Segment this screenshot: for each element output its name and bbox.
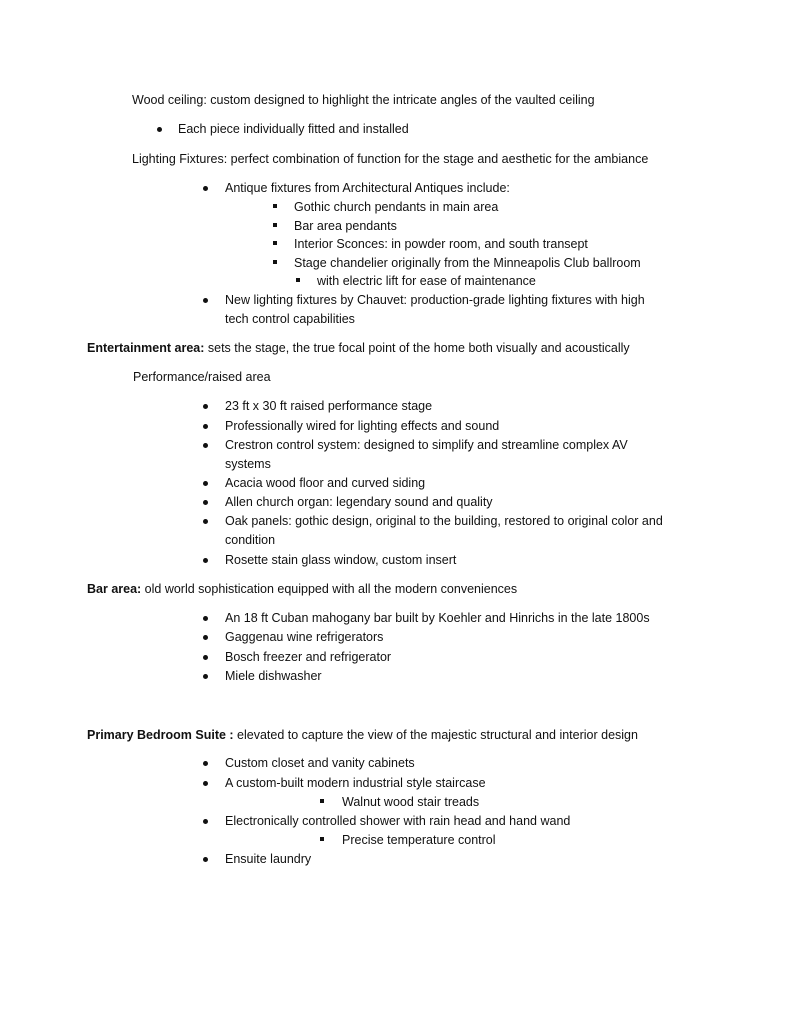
list-item: Ensuite laundry — [225, 852, 312, 866]
bullet-icon — [203, 519, 208, 524]
list-item: Bosch freezer and refrigerator — [225, 650, 392, 664]
bullet-icon — [203, 298, 208, 303]
sub-list-item: Gothic church pendants in main area — [294, 200, 499, 214]
square-bullet-icon — [320, 837, 324, 841]
list-item-continuation: condition — [225, 533, 276, 547]
list-item: An 18 ft Cuban mahogany bar built by Koehler and Hinrichs in the late 1800s — [225, 611, 650, 625]
performance-subheading: Performance/raised area — [133, 370, 271, 384]
bullet-icon — [203, 781, 208, 786]
list-item: Each piece individually fitted and installed — [178, 122, 409, 136]
list-item: Electronically controlled shower with rain head and hand wand — [225, 814, 571, 828]
bar-text: old world sophistication equipped with all the modern conveniences — [141, 582, 518, 596]
sub-list-item: Stage chandelier originally from the Minneapolis Club ballroom — [294, 256, 641, 270]
list-item: A custom-built modern industrial style staircase — [225, 776, 486, 790]
square-bullet-icon — [320, 799, 324, 803]
bullet-icon — [203, 819, 208, 824]
lighting-heading: Lighting Fixtures: perfect combination of function for the stage and aesthetic for the ambiance — [132, 152, 649, 166]
square-bullet-icon — [273, 260, 277, 264]
list-item: Acacia wood floor and curved siding — [225, 476, 426, 490]
entertainment-heading — [87, 340, 630, 356]
bullet-icon — [203, 443, 208, 448]
wood-ceiling-heading: Wood ceiling: custom designed to highlight the intricate angles of the vaulted ceiling — [132, 93, 595, 107]
bullet-icon — [157, 127, 162, 132]
bullet-icon — [203, 655, 208, 660]
list-item: Rosette stain glass window, custom insert — [225, 553, 457, 567]
bar-label: Bar area: — [87, 582, 142, 596]
list-item: New lighting fixtures by Chauvet: production-grade lighting fixtures with high — [225, 293, 645, 307]
bedroom-text: elevated to capture the view of the majestic structural and interior design — [233, 728, 638, 742]
list-item: Miele dishwasher — [225, 669, 322, 683]
square-bullet-icon — [273, 204, 277, 208]
entertainment-label: Entertainment area: — [87, 341, 205, 355]
bullet-icon — [203, 616, 208, 621]
square-bullet-icon — [273, 241, 277, 245]
list-item: Crestron control system: designed to simplify and streamline complex AV — [225, 438, 628, 452]
entertainment-text: sets the stage, the true focal point of the home both visually and acoustically — [204, 341, 630, 355]
list-item: Professionally wired for lighting effects and sound — [225, 419, 500, 433]
list-item: Antique fixtures from Architectural Antiques include: — [225, 181, 510, 195]
list-item: Oak panels: gothic design, original to the building, restored to original color and — [225, 514, 663, 528]
square-bullet-icon — [273, 223, 277, 227]
list-item-continuation: tech control capabilities — [225, 312, 355, 326]
list-item-continuation: systems — [225, 457, 271, 471]
bullet-icon — [203, 674, 208, 679]
bullet-icon — [203, 635, 208, 640]
bedroom-label: Primary Bedroom Suite : — [87, 728, 234, 742]
list-item: Gaggenau wine refrigerators — [225, 630, 384, 644]
bullet-icon — [203, 857, 208, 862]
bullet-icon — [203, 761, 208, 766]
sub-list-item: Walnut wood stair treads — [342, 795, 480, 809]
bullet-icon — [203, 558, 208, 563]
bullet-icon — [203, 500, 208, 505]
bar-heading — [87, 581, 517, 597]
sub-list-item: Interior Sconces: in powder room, and south transept — [294, 237, 588, 251]
sub-list-item: Bar area pendants — [294, 219, 397, 233]
square-bullet-icon — [296, 278, 300, 282]
bullet-icon — [203, 404, 208, 409]
list-item: Custom closet and vanity cabinets — [225, 756, 415, 770]
bullet-icon — [203, 481, 208, 486]
sub-list-item: Precise temperature control — [342, 833, 496, 847]
list-item: Allen church organ: legendary sound and quality — [225, 495, 493, 509]
bullet-icon — [203, 424, 208, 429]
sub-sub-list-item: with electric lift for ease of maintenance — [317, 274, 536, 288]
bullet-icon — [203, 186, 208, 191]
bedroom-heading — [87, 727, 638, 743]
list-item: 23 ft x 30 ft raised performance stage — [225, 399, 433, 413]
